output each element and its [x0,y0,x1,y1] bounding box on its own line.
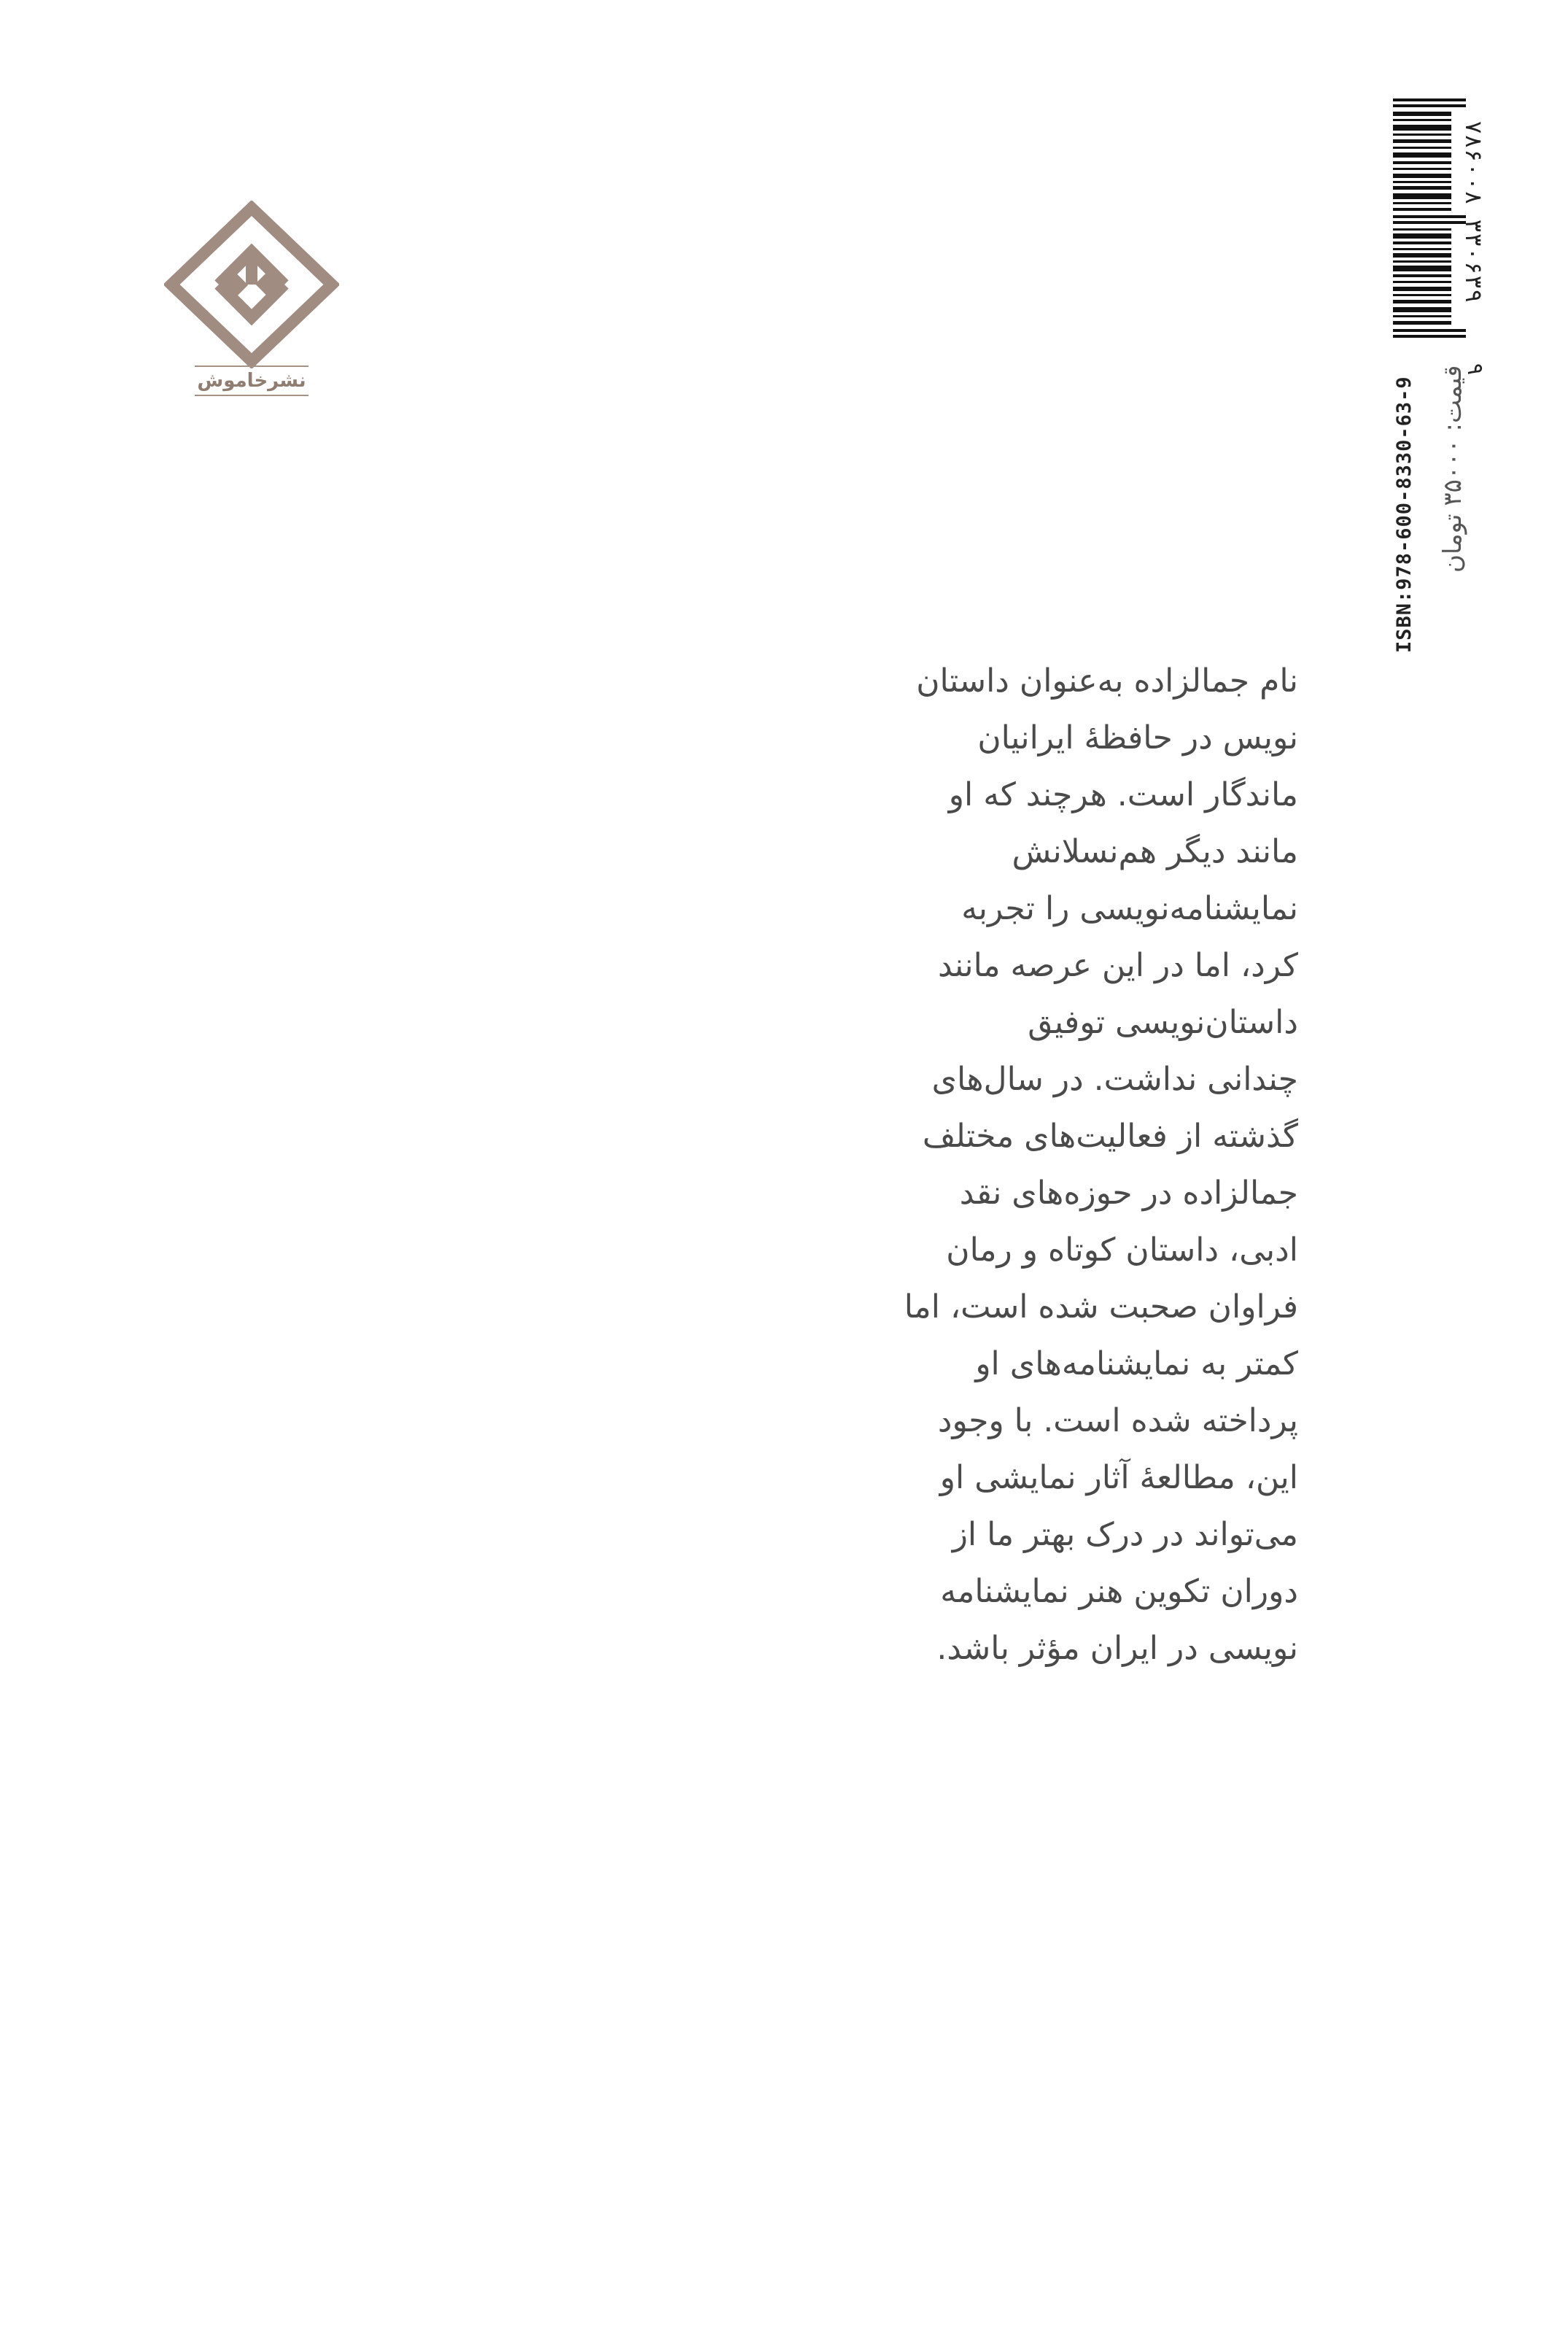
publisher-name: نشرخاموش [197,370,306,392]
blurb-line: ادبی، داستان کوتاه و رمان [946,1231,1298,1269]
blurb-line: نویسی در ایران مؤثر باشد. [936,1630,1298,1667]
blurb-line: گذشته از فعالیت‌های مختلف [922,1118,1298,1155]
blurb-line: مانند دیگر هم‌نسلانش [1012,833,1298,870]
blurb-line: نویس در حافظهٔ ایرانیان [977,719,1298,757]
blurb-line: کمتر به نمایشنامه‌های او [975,1345,1298,1382]
blurb-line: کرد، اما در این عرصه مانند [937,947,1298,984]
blurb-line: چندانی نداشت. در سال‌های [931,1061,1298,1098]
back-cover-blurb [861,653,1298,1677]
logo-top-rule [195,365,308,367]
barcode-leading-digit: ۹ [1462,363,1488,376]
barcode-bars [1393,98,1466,347]
blurb-line: پرداخته شده است. با وجود [937,1402,1298,1439]
price-label: قیمت: ۳۵۰۰۰ تومان [1438,365,1467,573]
publisher-emblem-icon [164,201,339,368]
barcode-digits: ۷۸۶۰۰۸ ۳۳۰۶۳۹ [1460,120,1488,303]
blurb-line: این، مطالعهٔ آثار نمایشی او [939,1459,1298,1496]
blurb-line: ماندگار است. هرچند که او [948,776,1298,813]
barcode-block [1371,98,1532,660]
publisher-logo [164,201,339,405]
blurb-line: نمایشنامه‌نویسی را تجربه [961,890,1298,927]
blurb-line: جمالزاده در حوزه‌های نقد [959,1175,1298,1212]
blurb-line: نام جمالزاده به‌عنوان داستان [916,662,1298,700]
blurb-line: دوران تکوین هنر نمایشنامه [940,1573,1298,1610]
logo-bottom-rule [195,395,308,396]
blurb-line: می‌تواند در درک بهتر ما از [952,1516,1298,1553]
isbn-label: ISBN:978-600-8330-63-9 [1393,376,1416,653]
blurb-line: فراوان صحبت شده است، اما [904,1288,1298,1326]
blurb-line: داستان‌نویسی توفیق [1028,1004,1298,1041]
